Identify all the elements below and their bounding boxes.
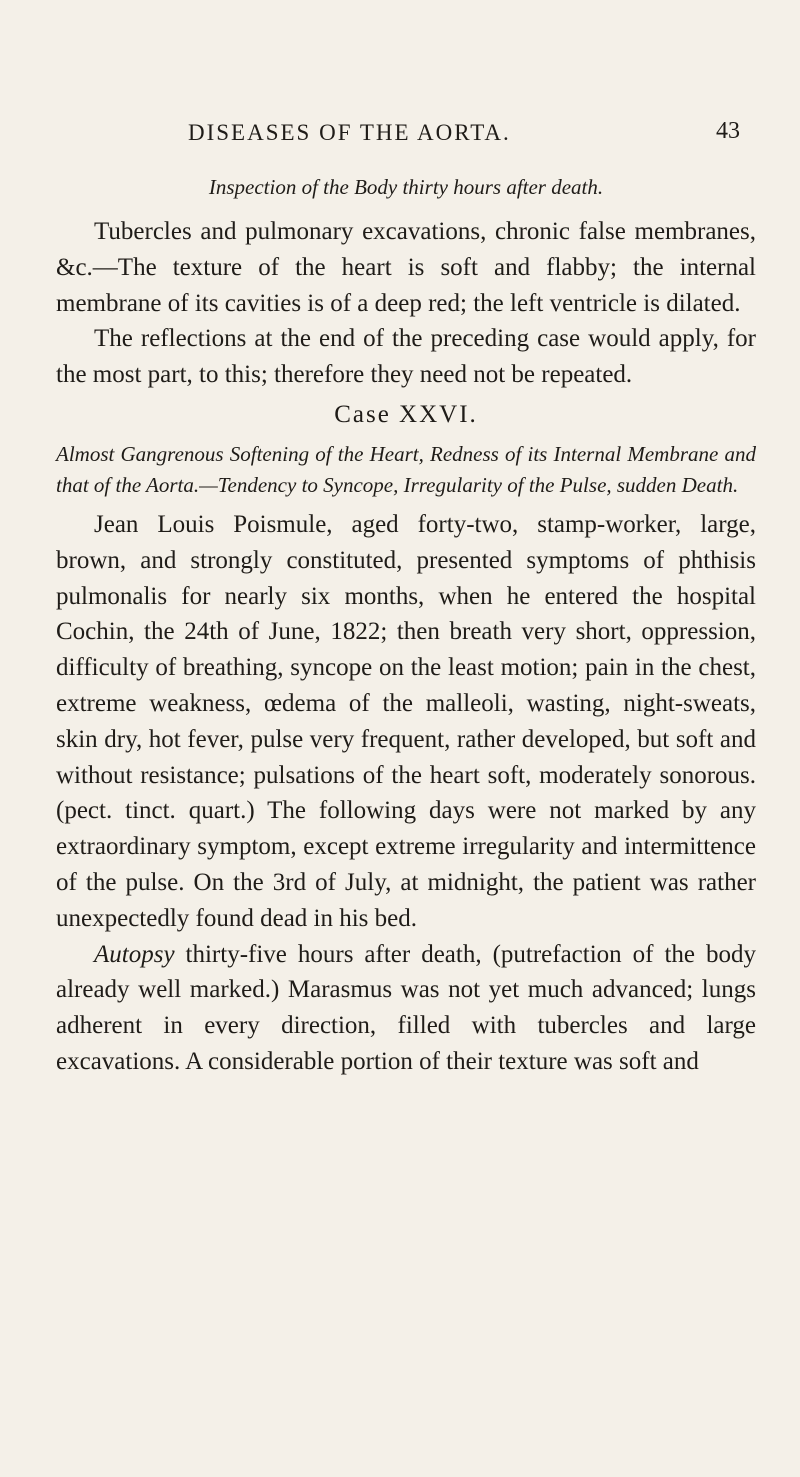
page-number: 43: [716, 118, 740, 144]
paragraph-findings: Tubercles and pulmonary excavations, chronic false membranes, &c.—The texture of the heart is soft and flabby; the internal membrane of its cavities is of a deep red; the left ventricle is dilated.: [56, 218, 756, 317]
page-header: [56, 120, 756, 160]
section-subhead: Inspection of the Body thirty hours after death.: [208, 175, 604, 199]
running-head: DISEASES OF THE AORTA.: [188, 120, 511, 145]
book-page: [56, 0, 756, 1477]
page-body: [56, 170, 756, 1080]
paragraph-case-history: Jean Louis Poismule, aged forty-two, stamp-worker, large, brown, and strongly constituted, presented symptoms of phthisis pulmonalis for nearly six months, when he entered the hospital Cochin, the 24th of June, 1822; then breath very short, oppression, difficulty of breathing, syncope on the least motion; pain in the chest, extreme weakness, œdema of the malleoli, wasting, night-sweats, skin dry, hot fever, pulse very frequent, rather developed, but soft and without resistance; pulsations of the heart soft, moderately sonorous. (pect. tinct. quart.) The following days were not marked by any extraordinary symptom, except extreme irregularity and intermittence of the pulse. On the 3rd of July, at midnight, the patient was rather unexpectedly found dead in his bed.: [56, 510, 756, 932]
case-title: Case XXVI.: [334, 400, 478, 428]
paragraph-autopsy: [56, 937, 756, 1080]
autopsy-label: Autopsy: [94, 940, 175, 968]
case-summary: Almost Gangrenous Softening of the Heart, Redness of its Internal Membrane and that of the Aorta.—Tendency to Syncope, Irregularity of the Pulse, sudden Death.: [56, 441, 756, 497]
paragraph-reflections: The reflections at the end of the preceding case would apply, for the most part, to this; therefore they need not be repeated.: [56, 325, 756, 389]
autopsy-text: thirty-five hours after death, (putrefaction of the body already well marked.) Marasmus was not yet much advanced; lungs adherent in every direction, filled with tubercles and large excavations. A considerable portion of their texture was soft and: [56, 940, 756, 1075]
